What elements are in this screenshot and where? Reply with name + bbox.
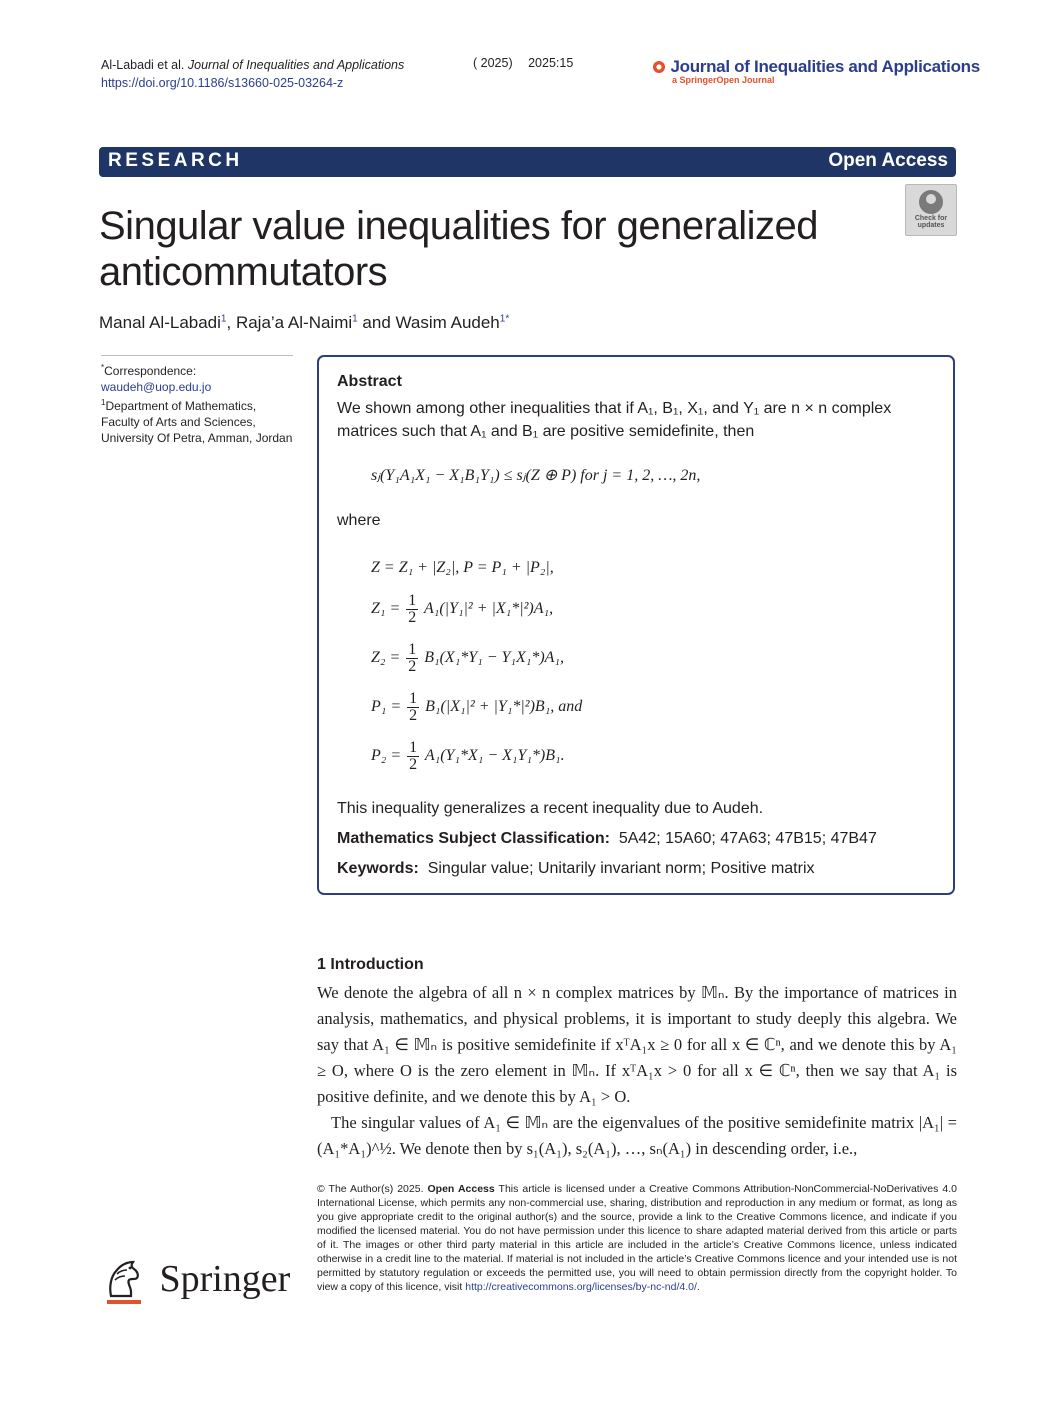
affiliation-sup: 1 bbox=[101, 398, 106, 407]
licence-lead: © The Author(s) 2025. bbox=[317, 1183, 424, 1195]
header-article-no: 2025:15 bbox=[528, 56, 574, 70]
eq-p1: P₁ = $\frac{1}{2}$ B₁(|X₁|² + |Y₁*|²)B₁, and bbox=[371, 690, 583, 724]
section-heading-introduction: 1 Introduction bbox=[317, 956, 424, 973]
keywords-line bbox=[337, 860, 815, 878]
article-type-banner bbox=[99, 147, 956, 177]
msc-label: Mathematics Subject Classification: bbox=[337, 830, 610, 847]
correspondence-email[interactable]: waudeh@uop.edu.jo bbox=[101, 380, 212, 394]
author-list bbox=[99, 313, 509, 333]
abstract-where: where bbox=[337, 512, 381, 529]
article-type: RESEARCH bbox=[108, 150, 243, 171]
msc-value: 5A42; 15A60; 47A63; 47B15; 47B47 bbox=[618, 830, 877, 847]
article-title: Singular value inequalities for generalized anticommutators bbox=[99, 204, 818, 294]
abstract-closing: This inequality generalizes a recent inequality due to Audeh. bbox=[337, 800, 764, 817]
correspondence-label: Correspondence: bbox=[104, 364, 197, 378]
journal-logo-subtitle: a SpringerOpen Journal bbox=[672, 75, 775, 85]
doi-link[interactable]: https://doi.org/10.1186/s13660-025-03264-z bbox=[101, 76, 344, 90]
check-updates-line1: Check for bbox=[914, 215, 948, 222]
author-affil: 1 bbox=[352, 313, 358, 325]
licence-text: This article is licensed under a Creative Commons Attribution-NonCommercial-NoDerivatives 4.0 International License, which permits any non-commercial use, sharing, distribution and reproduction in any medium or format, as long as you give appropriate credit to the original author(s) and the source, provide a link to the Creative Commons licence, and indicate if you modified the licensed material. You do not have permission under this licence to share adapted material derived from this article or parts of it. The images or other third party material in this article are included in the article’s Creative Commons licence, unless indicated otherwise in a credit line to the material. If material is not included in the article’s Creative Commons licence and your intended use is not permitted by statutory regulation or exceeds the permitted use, you will need to obtain permission directly from the copyright holder. To view a copy of this licence, visit bbox=[317, 1183, 957, 1293]
abstract-intro: We shown among other inequalities that if A₁, B₁, X₁, and Y₁ are n × n complex matrices such that A₁ and B₁ are positive semidefinite, then bbox=[337, 400, 892, 440]
springeropen-icon bbox=[652, 60, 666, 74]
eq-z2: Z₂ = $\frac{1}{2}$ B₁(X₁*Y₁ − Y₁X₁*)A₁, bbox=[371, 641, 564, 675]
abstract-heading: Abstract bbox=[337, 373, 402, 390]
licence-url[interactable]: http://creativecommons.org/licenses/by-nc-nd/4.0/ bbox=[465, 1281, 697, 1293]
springer-horse-icon bbox=[101, 1256, 147, 1302]
licence-oa: Open Access bbox=[427, 1183, 495, 1195]
correspondence-block: *Correspondence: waudeh@uop.edu.jo $^1$Department of Mathematics, Faculty of Arts and Sciences, University Of Petra, Amman, Jordan bbox=[101, 355, 293, 446]
springer-logo bbox=[101, 1256, 290, 1302]
keywords-label: Keywords: bbox=[337, 860, 419, 877]
author-affil: 1* bbox=[499, 313, 510, 325]
header-citation bbox=[473, 56, 585, 70]
header-authors: Al-Labadi et al. bbox=[101, 58, 185, 72]
affiliation: Department of Mathematics, Faculty of Arts and Sciences, University Of Petra, Amman, Jordan bbox=[101, 399, 293, 445]
intro-paragraph-1: We denote the algebra of all n × n complex matrices by 𝕄ₙ. By the importance of matrices in analysis, mathematics, and physical problems, it is important to study deeply this algebra. We say that A₁ ∈ 𝕄ₙ is positive semidefinite if xᵀA₁x ≥ 0 for all x ∈ ℂⁿ, and we denote this by A₁ ≥ O, where O is the zero element in 𝕄ₙ. If xᵀA₁x > 0 for all x ∈ ℂⁿ, then we say that A₁ is positive definite, and we denote this by A₁ > O. bbox=[317, 983, 957, 1106]
msc-line bbox=[337, 830, 877, 848]
eq-z-p: Z = Z₁ + |Z₂|, P = P₁ + |P₂|, bbox=[371, 559, 554, 576]
main-inequality: sⱼ(Y₁A₁X₁ − X₁B₁Y₁) ≤ sⱼ(Z ⊕ P) for j = 1, 2, …, 2n, bbox=[371, 467, 701, 484]
check-for-updates-badge[interactable] bbox=[905, 184, 957, 236]
abstract-box bbox=[317, 355, 955, 895]
keywords-value: Singular value; Unitarily invariant norm; Positive matrix bbox=[427, 860, 815, 877]
eq-p2: P₂ = $\frac{1}{2}$ A₁(Y₁*X₁ − X₁Y₁*)B₁. bbox=[371, 739, 565, 773]
journal-logo bbox=[652, 57, 980, 85]
springer-underline bbox=[107, 1300, 141, 1304]
header-year: ( 2025) bbox=[473, 56, 513, 70]
open-access-label: Open Access bbox=[828, 150, 948, 171]
author-sep: , bbox=[226, 313, 236, 332]
introduction-body bbox=[317, 980, 957, 1162]
author-name[interactable]: Raja’a Al-Naimi bbox=[235, 313, 353, 332]
author-affil: 1 bbox=[220, 313, 227, 325]
journal-logo-title: Journal of Inequalities and Applications bbox=[670, 57, 980, 76]
running-header bbox=[101, 56, 404, 92]
author-name[interactable]: Manal Al-Labadi bbox=[99, 313, 221, 332]
author-name[interactable]: Wasim Audeh bbox=[395, 313, 500, 332]
licence-notice: © The Author(s) 2025. Open Access This article is licensed under a Creative Commons Attribution-NonCommercial-NoDerivatives 4.0 International License, which permits any non-commercial use, sharing, distribution and reproduction in any medium or format, as long as you give appropriate credit to the original author(s) and the source, provide a link to the Creative Commons licence, and indicate if you modified the licensed material. You do not have permission under this licence to share adapted material derived from this article or parts of it. The images or other third party material in this article are included in the article’s Creative Commons licence, unless indicated otherwise in a credit line to the material. If material is not included in the article’s Creative Commons licence and your intended use is not permitted by statutory regulation or exceeds the permitted use, you will need to obtain permission directly from the copyright holder. To view a copy of this licence, visit http://creativecommons.org/licenses/by-nc-nd/4.0/. bbox=[317, 1183, 957, 1293]
check-updates-icon bbox=[919, 190, 943, 214]
intro-paragraph-2: The singular values of A₁ ∈ 𝕄ₙ are the eigenvalues of the positive semidefinite matrix |A₁| = (A₁*A₁)^½. We denote then by s₁(A₁), s₂(A₁), …, sₙ(A₁) in descending order, i.e., bbox=[317, 1113, 957, 1158]
header-journal: Journal of Inequalities and Applications bbox=[187, 58, 405, 72]
author-sep: and bbox=[357, 313, 396, 332]
eq-z1: Z₁ = $\frac{1}{2}$ A₁(|Y₁|² + |X₁*|²)A₁, bbox=[371, 592, 554, 626]
springer-wordmark: Springer bbox=[159, 1258, 291, 1300]
check-updates-line2: updates bbox=[917, 222, 945, 229]
